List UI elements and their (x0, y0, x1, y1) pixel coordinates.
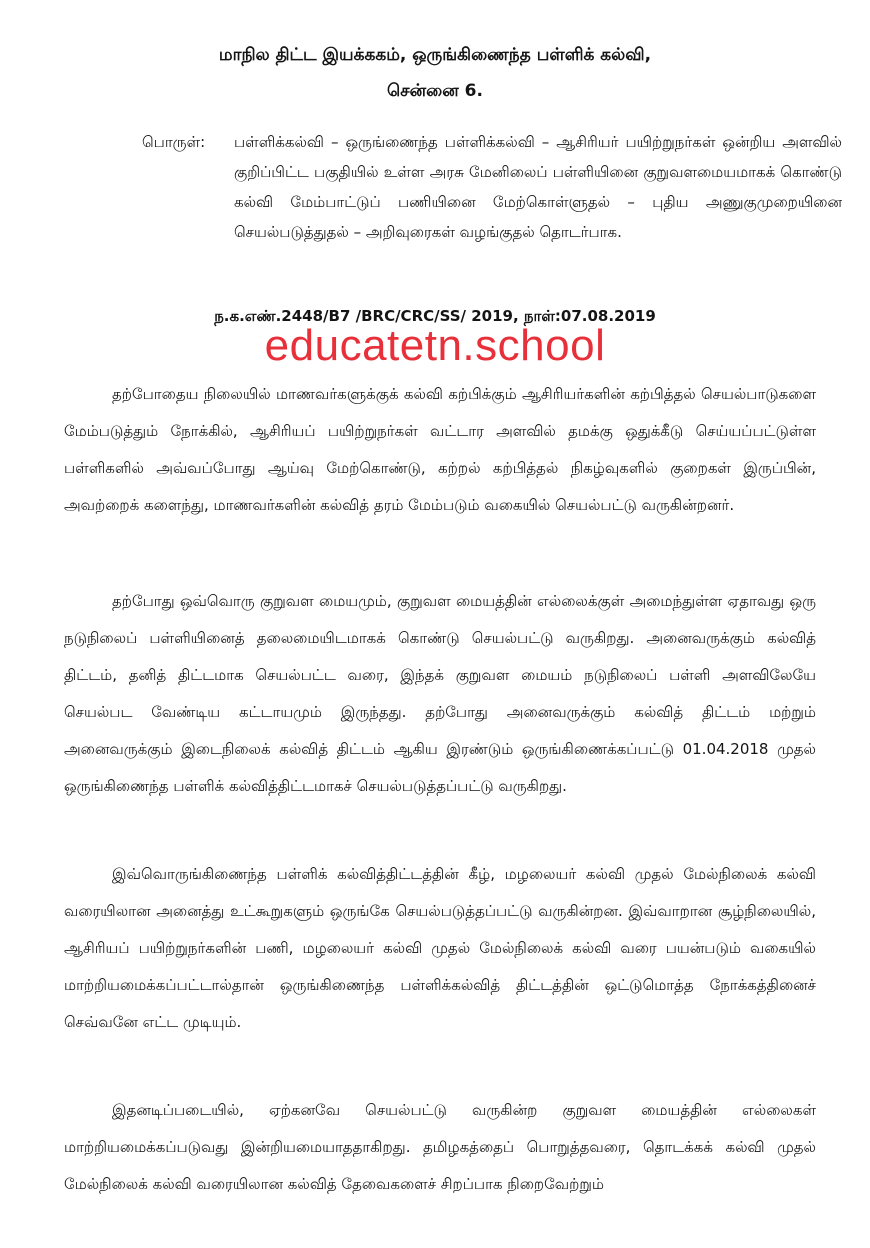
department-city: சென்னை 6. (387, 81, 483, 101)
subject-text: பள்ளிக்கல்வி – ஒருங்ணைந்த பள்ளிக்கல்வி – ஆசிரியர் பயிற்றுநர்கள் ஒன்றிய அளவில் குறிப்பிட்ட பகுதியில் உள்ள அரசு மேனிலைப் பள்ளியினை குறுவளமையமாகக் கொண்டு கல்வி மேம்பாட்டுப் பணியினை மேற்கொள்ளுதல் – புதிய அணுகுமுறையினை செயல்படுத்துதல் – அறிவுரைகள் வழங்குதல் தொடர்பாக. (234, 133, 842, 241)
watermark-text: educatetn.school (264, 321, 606, 370)
paragraph-2: தற்போது ஒவ்வொரு குறுவள மையமும், குறுவள மையத்தின் எல்லைக்குள் அமைந்துள்ள ஏதாவது ஒரு நடுநிலைப் பள்ளியினைத் தலைமையிடமாகக் கொண்டு செயல்பட்டு வருகிறது. அனைவருக்கும் கல்வித் திட்டம், தனித் திட்டமாக செயல்பட்ட வரை, இந்தக் குறுவள மையம் நடுநிலைப் பள்ளி அளவிலேயே செயல்பட வேண்டிய கட்டாயமும் இருந்தது. தற்போது அனைவருக்கும் கல்வித் திட்டம் மற்றும் அனைவருக்கும் இடைநிலைக் கல்வித் திட்டம் ஆகிய இரண்டும் ஒருங்கிணைக்கப்பட்டு 01.04.2018 முதல் ஒருங்கிணைந்த பள்ளிக் கல்வித்திட்டமாகச் செயல்படுத்தப்பட்டு வருகிறது. (64, 592, 816, 795)
paragraph-3: இவ்வொருங்கிணைந்த பள்ளிக் கல்வித்திட்டத்தின் கீழ், மழலையர் கல்வி முதல் மேல்நிலைக் கல்வி வரையிலான அனைத்து உட்கூறுகளும் ஒருங்கே செயல்படுத்தப்பட்டு வருகின்றன. இவ்வாறான சூழ்நிலையில், ஆசிரியப் பயிற்றுநர்களின் பணி, மழலையர் கல்வி முதல் மேல்நிலைக் கல்வி வரை பயன்படும் வகையில் மாற்றியமைக்கப்பட்டால்தான் ஒருங்கிணைந்த பள்ளிக்கல்வித் திட்டத்தின் ஒட்டுமொத்த நோக்கத்தினைச் செவ்வனே எட்ட முடியும். (64, 865, 816, 1031)
department-title: மாநில திட்ட இயக்ககம், ஒருங்கிணைந்த பள்ளிக் கல்வி, (218, 45, 652, 65)
paragraph-1: தற்போதைய நிலையில் மாணவர்களுக்குக் கல்வி கற்பிக்கும் ஆசிரியர்களின் கற்பித்தல் செயல்பாடுகளை மேம்படுத்தும் நோக்கில், ஆசிரியப் பயிற்றுநர்கள் வட்டார அளவில் தமக்கு ஒதுக்கீடு செய்யப்பட்டுள்ள பள்ளிகளில் அவ்வப்போது ஆய்வு மேற்கொண்டு, கற்றல் கற்பித்தல் நிகழ்வுகளில் குறைகள் இருப்பின், அவற்றைக் களைந்து, மாணவர்களின் கல்வித் தரம் மேம்படும் வகையில் செயல்பட்டு வருகின்றனர். (64, 385, 816, 514)
reference-number: ந.க.எண்.2448/B7 /BRC/CRC/SS/ 2019, நாள்:07.08.2019 (214, 307, 656, 325)
paragraph-4: இதனடிப்படையில், ஏற்கனவே செயல்பட்டு வருகின்ற குறுவள மையத்தின் எல்லைகள் மாற்றியமைக்கப்படுவது இன்றியமையாததாகிறது. தமிழகத்தைப் பொறுத்தவரை, தொடக்கக் கல்வி முதல் மேல்நிலைக் கல்வி வரையிலான கல்வித் தேவைகளைச் சிறப்பாக நிறைவேற்றும் (64, 1101, 816, 1193)
subject-label: பொருள்: (142, 133, 206, 151)
